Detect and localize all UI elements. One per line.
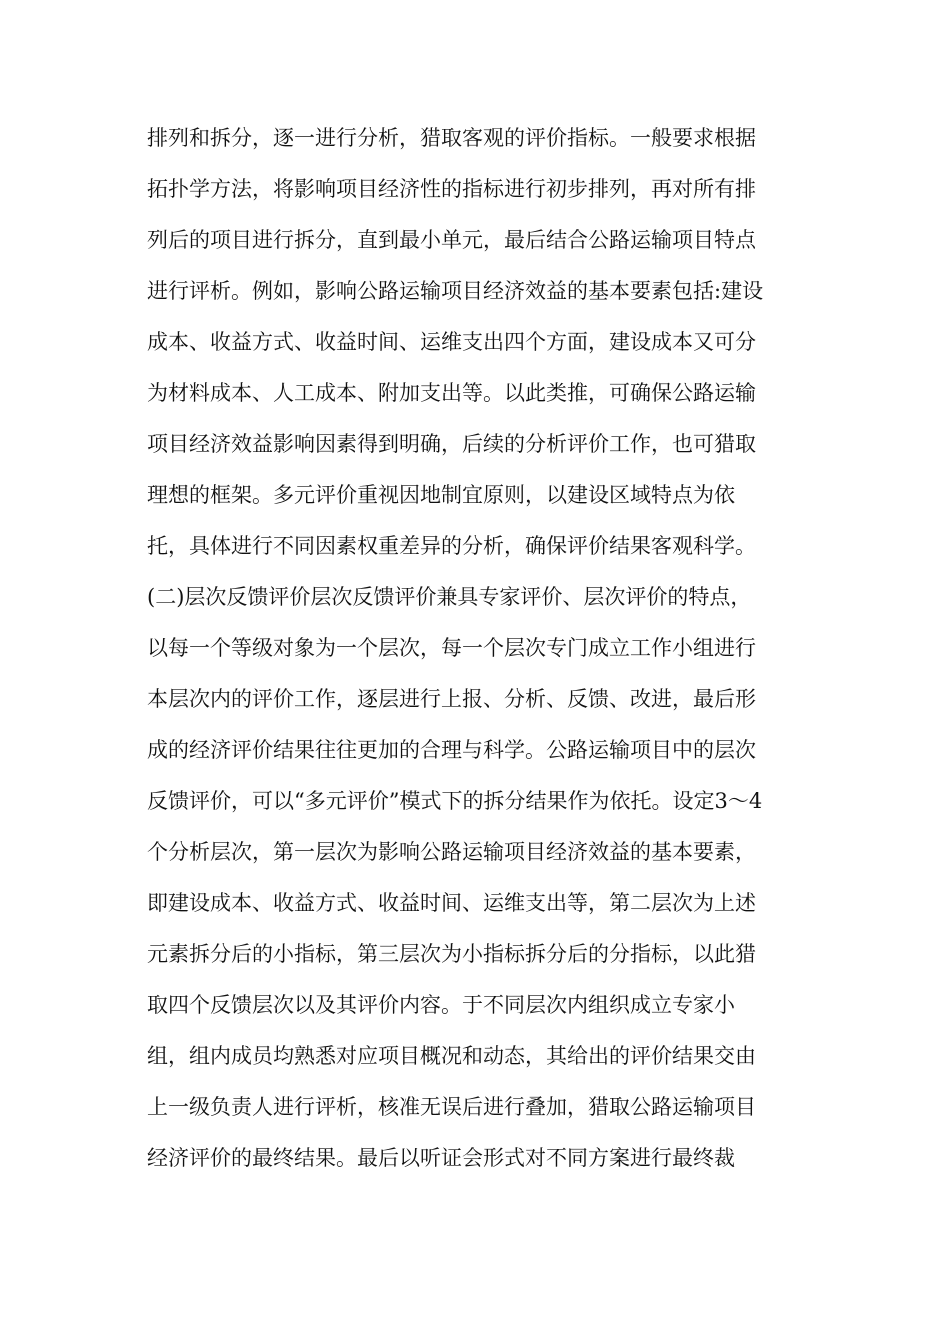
text-line: 成的经济评价结果往往更加的合理与科学。公路运输项目中的层次 bbox=[147, 738, 756, 762]
text-line: 排列和拆分，逐一进行分析，猎取客观的评价指标。一般要求根据 bbox=[147, 126, 756, 150]
text-line: 以每一个等级对象为一个层次，每一个层次专门成立工作小组进行 bbox=[147, 636, 756, 660]
text-line: 项目经济效益影响因素得到明确，后续的分析评价工作，也可猎取 bbox=[147, 432, 756, 456]
text-line: 经济评价的最终结果。最后以听证会形式对不同方案进行最终裁 bbox=[147, 1146, 735, 1170]
text-line: 反馈评价，可以“多元评价”模式下的拆分结果作为依托。设定3～4 bbox=[147, 789, 763, 813]
text-line: 上一级负责人进行评析，核准无误后进行叠加，猎取公路运输项目 bbox=[147, 1095, 756, 1119]
text-line: 托，具体进行不同因素权重差异的分析，确保评价结果客观科学。 bbox=[147, 534, 756, 558]
text-line: 本层次内的评价工作，逐层进行上报、分析、反馈、改进，最后形 bbox=[147, 687, 756, 711]
text-line: 元素拆分后的小指标，第三层次为小指标拆分后的分指标，以此猎 bbox=[147, 942, 756, 966]
text-line: 个分析层次，第一层次为影响公路运输项目经济效益的基本要素， bbox=[147, 840, 756, 864]
text-line: 为材料成本、人工成本、附加支出等。以此类推，可确保公路运输 bbox=[147, 381, 756, 405]
text-line: 理想的框架。多元评价重视因地制宜原则，以建设区域特点为依 bbox=[147, 483, 735, 507]
text-line: 成本、收益方式、收益时间、运维支出四个方面，建设成本又可分 bbox=[147, 330, 756, 354]
text-line: 列后的项目进行拆分，直到最小单元，最后结合公路运输项目特点 bbox=[147, 228, 756, 252]
body-text bbox=[147, 113, 807, 1184]
text-line: 拓扑学方法，将影响项目经济性的指标进行初步排列，再对所有排 bbox=[147, 177, 756, 201]
text-line: 即建设成本、收益方式、收益时间、运维支出等，第二层次为上述 bbox=[147, 891, 756, 915]
text-line: (二)层次反馈评价层次反馈评价兼具专家评价、层次评价的特点， bbox=[147, 585, 752, 609]
text-line: 取四个反馈层次以及其评价内容。于不同层次内组织成立专家小 bbox=[147, 993, 735, 1017]
text-line: 组，组内成员均熟悉对应项目概况和动态，其给出的评价结果交由 bbox=[147, 1044, 756, 1068]
text-line: 进行评析。例如，影响公路运输项目经济效益的基本要素包括:建设 bbox=[147, 279, 764, 303]
